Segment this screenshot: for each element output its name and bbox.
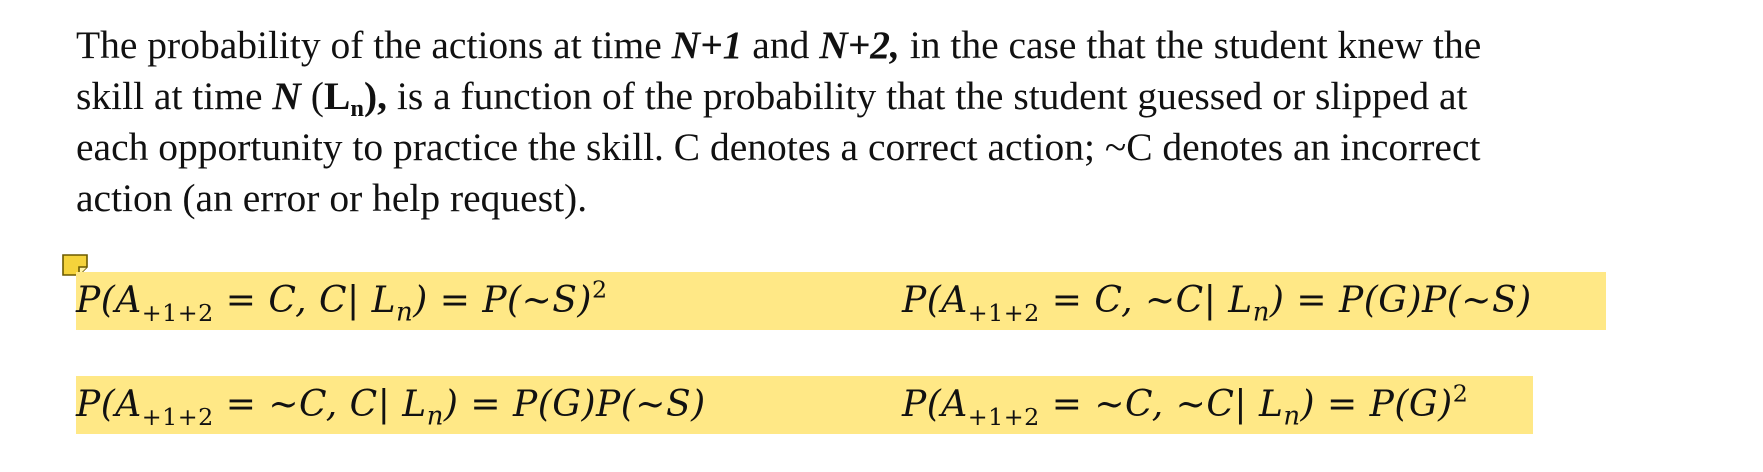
equation-correct-correct xyxy=(76,272,608,330)
eq-body: = ~C, ~C| L xyxy=(1039,384,1284,425)
paragraph-line-3: each opportunity to practice the skill. C denotes a correct action; ~C denotes an incorrect xyxy=(76,125,1481,169)
eq-superscript: 2 xyxy=(1452,379,1469,408)
text-span: is a function of the probability that the student guessed or slipped at xyxy=(386,74,1468,118)
eq-ln-subscript: n xyxy=(426,401,444,432)
eq-ln-subscript: n xyxy=(1283,401,1301,432)
paragraph-line-1 xyxy=(76,20,1716,71)
equation-incorrect-correct xyxy=(76,376,706,434)
eq-ln-subscript: n xyxy=(396,297,414,328)
time-n-plus-2: N+2, xyxy=(819,23,900,67)
equation-incorrect-incorrect xyxy=(902,376,1468,434)
paragraph-line-2 xyxy=(76,71,1716,122)
text-span: ), xyxy=(363,74,387,118)
eq-head: P(A xyxy=(902,280,968,321)
paragraph xyxy=(76,20,1716,224)
equation-row-1 xyxy=(76,272,1606,330)
text-span: The probability of the actions at time xyxy=(76,23,672,67)
equation-correct-incorrect xyxy=(902,272,1532,330)
time-n-plus-1: N+1 xyxy=(671,23,743,67)
eq-tail: ) = P(G) xyxy=(1300,384,1453,425)
eq-body: = C, C| L xyxy=(213,280,397,321)
time-n: N xyxy=(272,74,301,118)
text-span: skill at time xyxy=(76,74,273,118)
eq-tail: ) = P(G)P(~S) xyxy=(1269,280,1532,321)
eq-superscript: 2 xyxy=(591,275,608,304)
paragraph-line-4: action (an error or help request). xyxy=(76,176,588,220)
eq-subscript: +1+2 xyxy=(141,299,214,328)
ln-symbol: L xyxy=(323,74,351,118)
eq-ln-subscript: n xyxy=(1252,297,1270,328)
eq-body: = C, ~C| L xyxy=(1039,280,1253,321)
eq-subscript: +1+2 xyxy=(141,403,214,432)
eq-head: P(A xyxy=(902,384,968,425)
eq-body: = ~C, C| L xyxy=(213,384,427,425)
eq-subscript: +1+2 xyxy=(967,299,1040,328)
text-span: in the case that the student knew the xyxy=(899,23,1482,67)
eq-head: P(A xyxy=(76,280,142,321)
ln-subscript: n xyxy=(350,94,364,122)
text-span: ( xyxy=(300,74,324,118)
equation-row-2 xyxy=(76,376,1533,434)
text-span: and xyxy=(742,23,820,67)
eq-subscript: +1+2 xyxy=(967,403,1040,432)
eq-tail: ) = P(G)P(~S) xyxy=(443,384,706,425)
eq-tail: ) = P(~S) xyxy=(413,280,592,321)
eq-head: P(A xyxy=(76,384,142,425)
